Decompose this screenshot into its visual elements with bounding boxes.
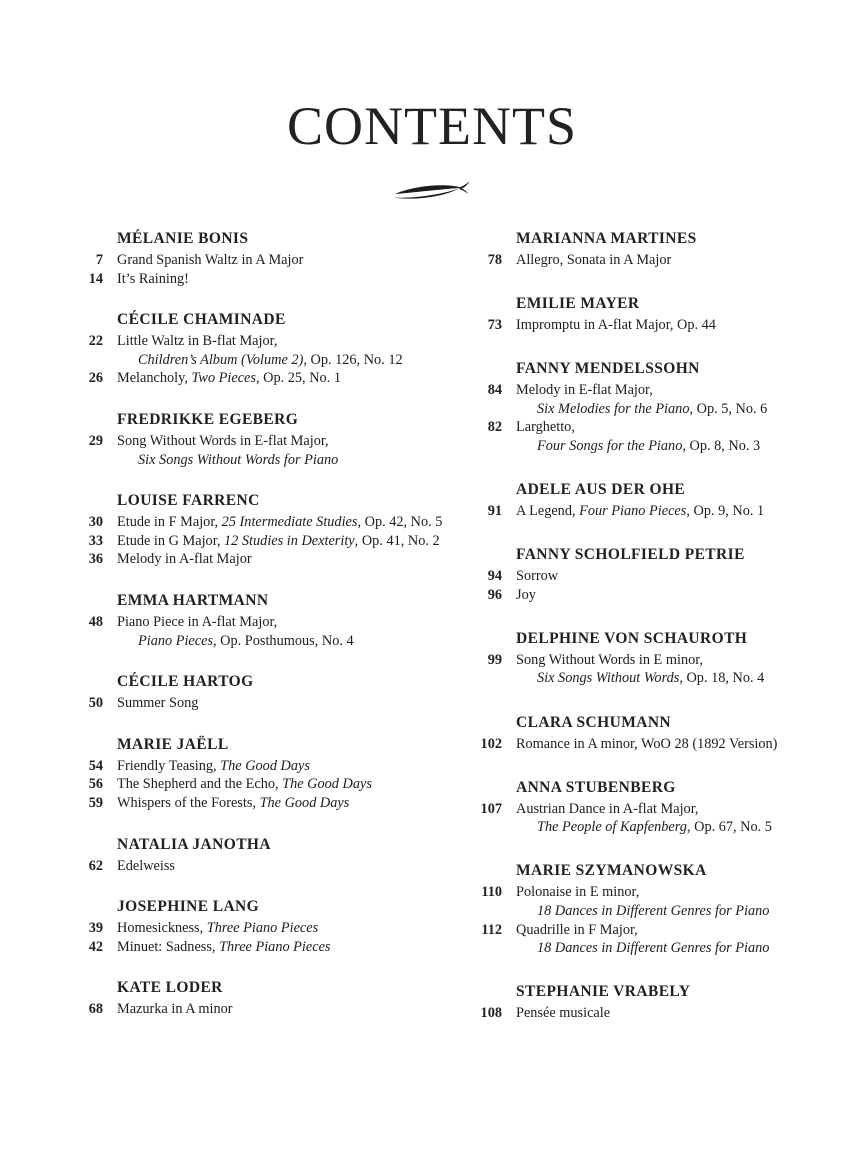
page-number: 82 [487, 419, 502, 436]
toc-entry-line [70, 757, 468, 776]
page-number: 68 [88, 1001, 103, 1018]
composer-section [469, 545, 864, 604]
entry-title: Four Songs for the Piano, Op. 8, No. 3 [537, 437, 761, 454]
toc-entry-line [469, 800, 864, 819]
toc-entry-line [70, 369, 468, 388]
composer-section [70, 897, 468, 956]
contents-column-left [70, 229, 468, 1041]
entry-title: Quadrille in F Major, [516, 921, 638, 938]
page-number: 78 [487, 252, 502, 268]
entry-title: A Legend, Four Piano Pieces, Op. 9, No. 1 [516, 503, 765, 520]
composer-section [469, 359, 864, 455]
composer-name: EMILIE MAYER [516, 295, 640, 313]
entry-title: Summer Song [117, 695, 199, 712]
composer-name: EMMA HARTMANN [117, 591, 269, 609]
entry-title: Joy [516, 586, 536, 603]
toc-entry-line [469, 418, 864, 437]
composer-section [70, 591, 468, 650]
page-title: CONTENTS [287, 96, 577, 156]
toc-entry-line [70, 775, 468, 794]
entry-title: Six Songs Without Words, Op. 18, No. 4 [537, 670, 765, 687]
composer-section [469, 982, 864, 1023]
page-number: 110 [481, 884, 502, 901]
entry-title: 18 Dances in Different Genres for Piano [537, 940, 770, 957]
page-number: 62 [88, 857, 103, 874]
composer-section [70, 672, 468, 713]
composer-section [469, 294, 864, 335]
composer-name: CLARA SCHUMANN [516, 713, 672, 731]
entry-title: Edelweiss [117, 857, 175, 874]
toc-entry-line [70, 550, 468, 569]
toc-entry-line [70, 332, 468, 351]
toc-entry-line [70, 919, 468, 938]
toc-entry-line [70, 270, 468, 289]
toc-entry-line [469, 400, 864, 419]
page-number: 73 [487, 317, 502, 334]
toc-entry-line [469, 502, 864, 521]
entry-title: 18 Dances in Different Genres for Piano [537, 902, 770, 919]
composer-name: LOUISE FARRENC [117, 492, 260, 510]
page-number: 102 [480, 735, 502, 752]
entry-title: Allegro, Sonata in A Major [516, 252, 672, 268]
page-number: 48 [88, 613, 103, 630]
toc-entry-line [70, 451, 468, 470]
composer-name: MARIANNA MARTINES [516, 230, 697, 247]
entry-title: Etude in F Major, 25 Intermediate Studies, Op. 42, No. 5 [117, 514, 443, 531]
entry-title: Piano Pieces, Op. Posthumous, No. 4 [138, 632, 354, 649]
page-number: 42 [88, 938, 103, 955]
composer-name: ADELE AUS DER OHE [516, 481, 686, 499]
entry-title: Friendly Teasing, The Good Days [117, 757, 310, 774]
entry-title: Children’s Album (Volume 2), Op. 126, No. 12 [138, 351, 403, 368]
toc-entry-line [469, 437, 864, 456]
toc-entry-line [469, 1004, 864, 1023]
composer-name: STEPHANIE VRABELY [516, 983, 691, 1001]
entry-title: Polonaise in E minor, [516, 884, 640, 901]
page-number: 30 [88, 514, 103, 531]
toc-entry-line [70, 1000, 468, 1019]
toc-entry-line [70, 432, 468, 451]
entry-title: Whispers of the Forests, The Good Days [117, 794, 350, 811]
composer-name: MARIE SZYMANOWSKA [516, 862, 707, 880]
page-number: 56 [88, 776, 103, 793]
page-number: 91 [487, 503, 502, 520]
toc-entry-line [469, 939, 864, 958]
composer-name: ANNA STUBENBERG [516, 778, 676, 796]
composer-section [70, 310, 468, 388]
entry-title: The Shepherd and the Echo, The Good Days [117, 776, 372, 793]
composer-section [70, 410, 468, 469]
toc-entry-line [70, 632, 468, 651]
composer-section [70, 735, 468, 813]
page-number: 54 [88, 757, 103, 774]
entry-title: Melancholy, Two Pieces, Op. 25, No. 1 [117, 370, 341, 387]
page-number: 112 [481, 921, 502, 938]
composer-section [469, 229, 864, 270]
toc-entry-line [70, 694, 468, 713]
composer-section [70, 229, 468, 288]
composer-name: JOSEPHINE LANG [117, 898, 260, 916]
toc-entry-line [469, 883, 864, 902]
composer-section [469, 629, 864, 688]
toc-entry-line [70, 532, 468, 551]
composer-section [70, 491, 468, 569]
flourish-icon [0, 179, 864, 209]
entry-title: Melody in E-flat Major, [516, 382, 653, 399]
toc-entry-line [70, 938, 468, 957]
entry-title: Piano Piece in A-flat Major, [117, 613, 278, 630]
entry-title: Song Without Words in E minor, [516, 651, 704, 668]
page-number: 108 [480, 1005, 502, 1022]
composer-section [469, 778, 864, 837]
composer-section [70, 978, 468, 1019]
entry-title: Melody in A-flat Major [117, 551, 252, 568]
page-number: 94 [487, 568, 502, 585]
composer-section [70, 835, 468, 876]
entry-title: Romance in A minor, WoO 28 (1892 Version) [516, 735, 778, 752]
toc-entry-line [70, 513, 468, 532]
toc-entry-line [70, 251, 468, 270]
page-number: 36 [88, 551, 103, 568]
composer-name: MÉLANIE BONIS [117, 230, 249, 247]
entry-title: Etude in G Major, 12 Studies in Dexterity, Op. 41, No. 2 [117, 532, 440, 549]
composer-name: NATALIA JANOTHA [117, 835, 271, 853]
composer-name: FANNY SCHOLFIELD PETRIE [516, 546, 745, 564]
page-number: 39 [88, 920, 103, 937]
toc-entry-line [469, 669, 864, 688]
toc-entry-line [70, 794, 468, 813]
page-number: 7 [95, 252, 103, 268]
toc-entry-line [70, 857, 468, 876]
composer-name: MARIE JAËLL [117, 735, 229, 753]
toc-entry-line [469, 251, 864, 270]
contents-column-right [469, 229, 864, 1047]
page-number: 59 [88, 794, 103, 811]
composer-section [469, 480, 864, 521]
entry-title: Homesickness, Three Piano Pieces [117, 920, 319, 937]
toc-entry-line [70, 613, 468, 632]
toc-entry-line [469, 567, 864, 586]
composer-section [469, 713, 864, 754]
page-number: 96 [487, 586, 502, 603]
entry-title: It’s Raining! [117, 270, 189, 287]
composer-section [469, 861, 864, 957]
page-number: 29 [88, 432, 103, 449]
entry-title: Pensée musicale [516, 1005, 611, 1022]
composer-name: CÉCILE HARTOG [117, 673, 254, 691]
toc-entry-line [469, 586, 864, 605]
toc-entry-line [469, 316, 864, 335]
toc-entry-line [469, 921, 864, 940]
entry-title: Sorrow [516, 568, 559, 585]
entry-title: Six Songs Without Words for Piano [138, 451, 339, 468]
toc-entry-line [469, 818, 864, 837]
toc-entry-line [469, 381, 864, 400]
composer-name: FREDRIKKE EGEBERG [117, 410, 299, 428]
entry-title: The People of Kapfenberg, Op. 67, No. 5 [537, 819, 772, 836]
toc-entry-line [70, 351, 468, 370]
composer-name: KATE LODER [117, 979, 223, 997]
entry-title: Austrian Dance in A-flat Major, [516, 800, 699, 817]
composer-name: FANNY MENDELSSOHN [516, 360, 700, 378]
entry-title: Little Waltz in B-flat Major, [117, 333, 278, 350]
entry-title: Six Melodies for the Piano, Op. 5, No. 6 [537, 400, 768, 417]
page-number: 33 [88, 532, 103, 549]
entry-title: Song Without Words in E-flat Major, [117, 432, 329, 449]
page-number: 14 [88, 270, 103, 287]
composer-name: CÉCILE CHAMINADE [117, 311, 286, 329]
page-number: 22 [88, 333, 103, 350]
page-number: 26 [88, 370, 103, 387]
entry-title: Mazurka in A minor [117, 1001, 233, 1018]
page-number: 99 [487, 651, 502, 668]
page-number: 107 [480, 800, 502, 817]
entry-title: Minuet: Sadness, Three Piano Pieces [117, 938, 331, 955]
entry-title: Grand Spanish Waltz in A Major [117, 252, 304, 268]
toc-entry-line [469, 735, 864, 754]
entry-title: Impromptu in A-flat Major, Op. 44 [516, 317, 716, 334]
page-number: 50 [88, 695, 103, 712]
composer-name: DELPHINE VON SCHAUROTH [516, 629, 748, 647]
entry-title: Larghetto, [516, 419, 575, 436]
toc-entry-line [469, 902, 864, 921]
toc-entry-line [469, 651, 864, 670]
page-number: 84 [487, 382, 502, 399]
